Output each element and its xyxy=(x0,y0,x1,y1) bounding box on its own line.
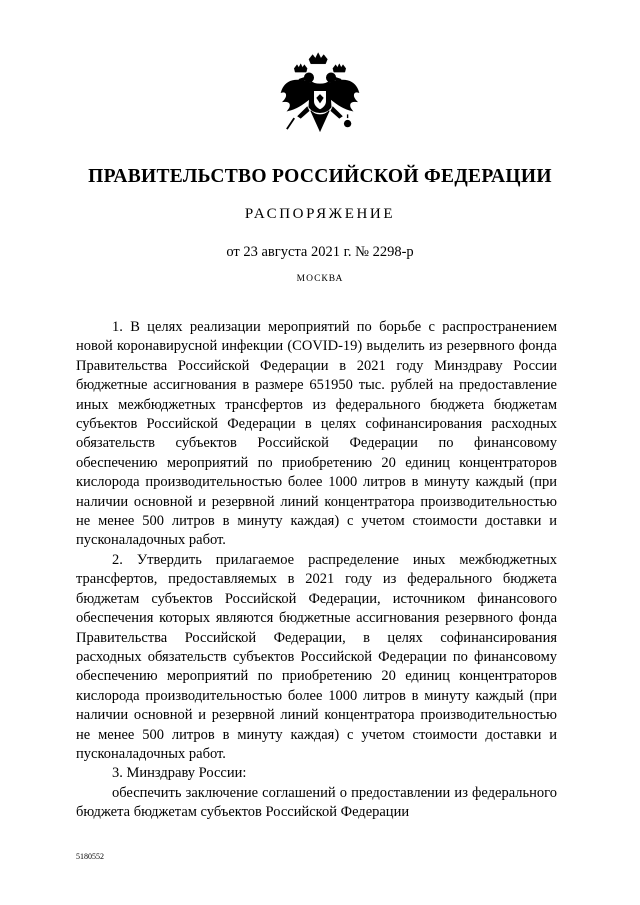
government-title: ПРАВИТЕЛЬСТВО РОССИЙСКОЙ ФЕДЕРАЦИИ xyxy=(88,166,552,187)
paragraph-2: 2. Утвердить прилагаемое распределение иных межбюджетных трансфертов, предоставляемых в 2021 году из федерального бюджета бюджетам субъектов Российской Федерации, источником финансового обеспечения которых являются бюджетные ассигнования резервного фонда Правительства Российской Федерации, в целях софинансирования расходных обязательств субъектов Российской Федерации по финансовому обеспечению мероприятий по приобретению 20 единиц концентраторов кислорода производительностью более 1000 литров в минуту каждый (при наличии основной и резервной линий концентратора производительностью не менее 500 литров в минуту каждая) с учетом стоимости доставки и пусконаладочных работ. xyxy=(76,551,557,762)
paragraph-3: 3. Минздраву России: xyxy=(112,765,247,782)
date-and-number: от 23 августа 2021 г. № 2298-р xyxy=(226,244,414,260)
document-body xyxy=(76,318,557,823)
document-code: 5180552 xyxy=(76,852,104,861)
paragraph-4: обеспечить заключение соглашений о предоставлении из федерального бюджета бюджетам субъектов Российской Федерации xyxy=(76,784,557,821)
paragraph-1: 1. В целях реализации мероприятий по борьбе с распространением новой коронавирусной инфекции (COVID-19) выделить из резервного фонда Правительства Российской Федерации в 2021 году Минздраву России бюджетные ассигнования в размере 651950 тыс. рублей на предоставление иных межбюджетных трансфертов из федерального бюджета бюджетам субъектов Российской Федерации в целях софинансирования расходных обязательств субъектов Российской Федерации по финансовому обеспечению мероприятий по приобретению 20 единиц концентраторов кислорода производительностью более 1000 литров в минуту каждый (при наличии основной и резервной линий концентратора производительностью не менее 500 литров в минуту каждая) с учетом стоимости доставки и пусконаладочных работ. xyxy=(76,319,557,549)
city-name: МОСКВА xyxy=(296,274,344,284)
document-type: РАСПОРЯЖЕНИЕ xyxy=(244,206,396,222)
coat-of-arms-emblem xyxy=(274,50,366,142)
